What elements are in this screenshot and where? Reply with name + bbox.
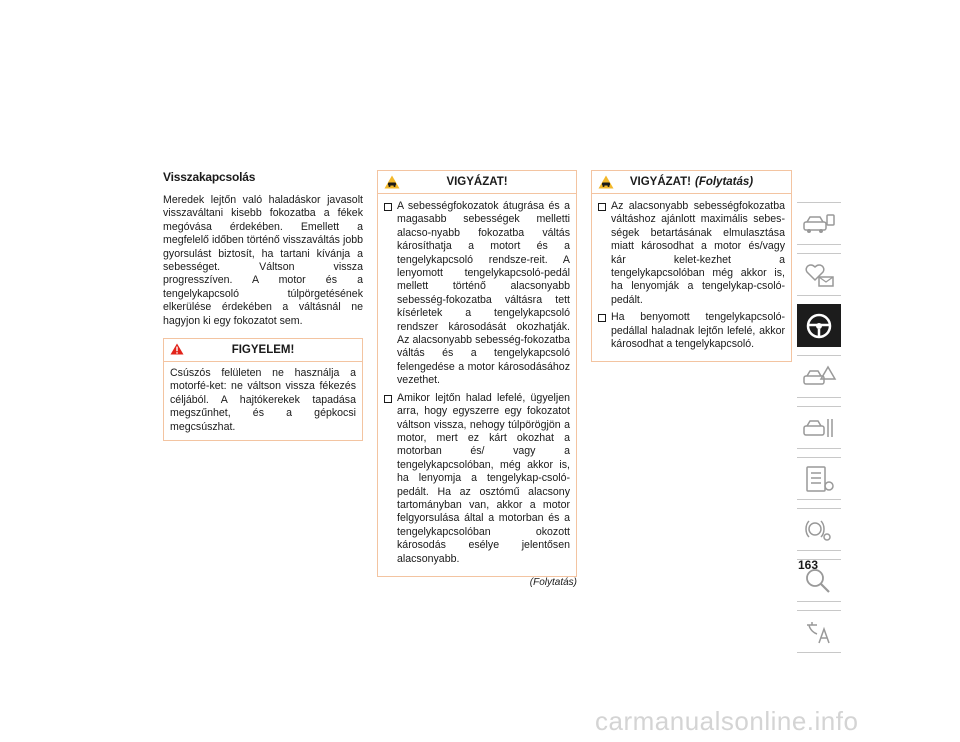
column-middle [377, 170, 577, 591]
list-item [598, 311, 785, 351]
chapter-tabs [797, 202, 841, 661]
tab-languages[interactable] [797, 610, 841, 653]
column-right [591, 170, 792, 362]
section-heading: Visszakapcsolás [163, 170, 256, 184]
maintenance-list-icon [801, 464, 837, 494]
tab-maintenance[interactable] [797, 457, 841, 500]
warning-box-header [592, 171, 791, 194]
multimedia-icon [801, 515, 837, 545]
checkbox-square-icon [598, 203, 606, 211]
warning-box [377, 170, 577, 577]
warning-title: VIGYÁZAT! [629, 176, 691, 188]
continued-label: (Folytatás) [529, 576, 577, 588]
notice-text: Csúszós felületen ne használja a motorfé-ket: ne váltson vissza fékezés céljából. A hajtókerekek tapadása megszűnhet, és a gépkocsi megcsúszhat. [170, 367, 356, 433]
list-item [598, 200, 785, 307]
tab-warning[interactable] [797, 355, 841, 398]
warning-triangle-icon [384, 175, 400, 189]
car-service-icon [801, 414, 837, 442]
list-item-text: Amikor lejtőn halad lefelé, ügyeljen arra, hogy egyszerre egy fokozatot váltson vissza, nehogy túlpörögjön a motor, mert ez kárt okozhat a motorban és/ vagy a tengelykapcsolóban, még akkor is, ha lenyomja a tengelykap-csoló-pedált. Ha az osztómű alacsony tartományban van, akkor a motor felgyorsulása által a motorban és a tengelykapcsolóban okozott károsodás esélye jelentősen alacsonyabb. [397, 391, 570, 565]
car-info-icon [801, 211, 837, 237]
list-item [384, 200, 570, 388]
tab-car-info[interactable] [797, 202, 841, 245]
warning-title: VIGYÁZAT! [446, 176, 508, 188]
warning-title-suffix: (Folytatás) [694, 176, 754, 188]
car-warning-icon [801, 363, 837, 391]
warning-box-header [378, 171, 576, 194]
tab-driving[interactable] [797, 304, 841, 347]
tab-service[interactable] [797, 406, 841, 449]
notice-box-header [164, 339, 362, 362]
list-item-text: A sebességfokozatok átugrása és a magasabb sebességek melletti alacso-nyabb fokozatba váltás károsíthatja a motort és a tengelykapcsoló rendsze-reit. A lenyomott tengelykapcsoló-pedál mellett történő alacsonyabb sebesség-fokozatba váltásra tett kísérletek a tengelykapcsoló rendszer károsodását okozhatják. Az alacsonyabb sebesség-fokozatba váltás és a tengelykapcsoló felengedése a motor károsodásához vezethet. [397, 200, 570, 387]
watermark-text: carmanualsonline.info [595, 706, 859, 736]
tab-multimedia[interactable] [797, 508, 841, 551]
checkbox-square-icon [384, 203, 392, 211]
checkbox-square-icon [384, 395, 392, 403]
column-left [163, 170, 363, 441]
list-item-text: Ha benyomott tengelykapcsoló-pedállal haladnak lejtőn lefelé, akkor károsodhat a tengelykapcsoló. [611, 311, 785, 351]
checkbox-square-icon [598, 314, 606, 322]
page-number: 163 [798, 558, 819, 572]
list-item-text: Az alacsonyabb sebességfokozatba váltáshoz ajánlott maximális sebes-ségek betartásának elmulasztása miatt károsodhat a motor és/vagy kár kelet-kezhet a tengelykapcsolóban még akkor is, ha lenyomják a tengelykap-csoló-pedált. [611, 200, 785, 306]
notice-box [163, 338, 363, 441]
list-item [384, 392, 570, 566]
notice-title: FIGYELEM! [231, 344, 295, 357]
tab-safety[interactable] [797, 253, 841, 296]
warning-box-continued [591, 170, 792, 362]
steering-wheel-icon [804, 311, 834, 341]
safety-heart-icon [801, 261, 837, 289]
notice-triangle-icon [170, 343, 184, 355]
warning-triangle-icon [598, 175, 614, 189]
languages-icon [801, 617, 837, 647]
section-paragraph: Meredek lejtőn való haladáskor javasolt visszaváltani kisebb fokozatba a fékek megóvása érdekében. Emellett a megfelelő időben történő visszaváltás jobb gyorsulást biztosít, ha tartani kívánja a sebességet. Váltson vissza progresszíven. A motor és a tengelykapcsoló túlpörgetésének elkerülése érdekében a váltásnál ne hagyjon ki egy fokozatot sem. [163, 194, 363, 327]
